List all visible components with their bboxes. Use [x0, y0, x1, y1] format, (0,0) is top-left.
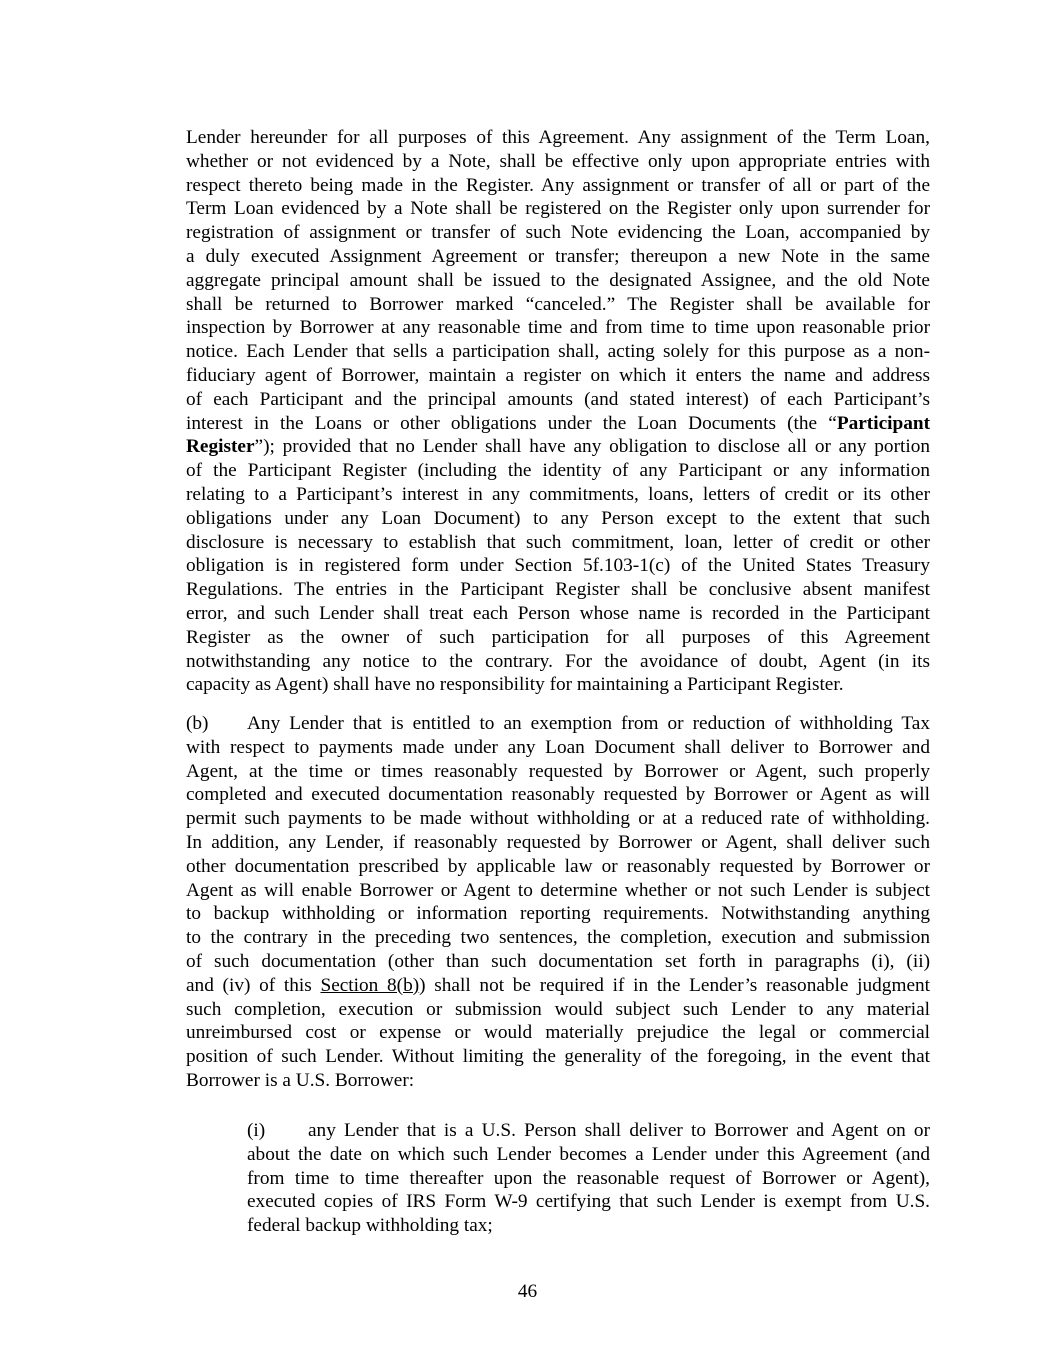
- text-line: to the contrary in the preceding two sentences, the completion, execution and submission: [186, 927, 930, 949]
- text-line: of each Participant and the principal amounts (and stated interest) of each Participant’s: [186, 388, 930, 410]
- text-line: notwithstanding any notice to the contrary. For the avoidance of doubt, Agent (in its: [186, 650, 930, 672]
- paragraph-i-us-person: [247, 1119, 930, 1238]
- text-line: Agent as will enable Borrower or Agent to determine whether or not such Lender is subject: [186, 879, 930, 901]
- text-line: about the date on which such Lender becomes a Lender under this Agreement (and: [247, 1143, 930, 1165]
- text-line: such completion, execution or submission would subject such Lender to any material: [186, 998, 930, 1020]
- text-line: unreimbursed cost or expense or would materially prejudice the legal or commercial: [186, 1022, 930, 1044]
- text-line: federal backup withholding tax;: [247, 1215, 493, 1237]
- text-line: to backup withholding or information reporting requirements. Notwithstanding anything: [186, 903, 930, 925]
- text-line: In addition, any Lender, if reasonably requested by Borrower or Agent, shall deliver such: [186, 831, 930, 853]
- text-line: a duly executed Assignment Agreement or transfer; thereupon a new Note in the same: [186, 245, 930, 267]
- text-line: Lender hereunder for all purposes of this Agreement. Any assignment of the Term Loan,: [186, 127, 930, 148]
- text-line: of such documentation (other than such documentation set forth in paragraphs (i), (ii): [186, 950, 930, 972]
- paragraph-label: (i): [247, 1120, 266, 1141]
- text-line: Borrower is a U.S. Borrower:: [186, 1069, 415, 1091]
- text-line: inspection by Borrower at any reasonable time and from time to time upon reasonable prior: [186, 317, 930, 339]
- text-segment: interest in the Loans or other obligations under the Loan Documents (the “: [186, 412, 837, 434]
- text-line: from time to time thereafter upon the reasonable request of Borrower or Agent),: [247, 1167, 930, 1189]
- paragraph-label: (b): [186, 713, 209, 734]
- text-line: relating to a Participant’s interest in any commitments, loans, letters of credit or its other: [186, 483, 930, 505]
- text-line: Register as the owner of such participation for all purposes of this Agreement: [186, 626, 930, 648]
- text-line: position of such Lender. Without limiting the generality of the foregoing, in the event that: [186, 1046, 930, 1068]
- text-line: of the Participant Register (including the identity of any Participant or any information: [186, 460, 930, 482]
- text-line: capacity as Agent) shall have no responsibility for maintaining a Participant Register.: [186, 674, 844, 696]
- text-line: Regulations. The entries in the Participant Register shall be conclusive absent manifest: [186, 579, 930, 601]
- text-line: [186, 435, 930, 459]
- text-line: obligations under any Loan Document) to any Person except to the extent that such: [186, 507, 930, 529]
- text-line: (b) Any Lender that is entitled to an exemption from or reduction of withholding Tax: [186, 713, 930, 734]
- paragraph-register: [186, 126, 930, 697]
- text-line: Term Loan evidenced by a Note shall be registered on the Register only upon surrender for: [186, 198, 930, 220]
- text-line: with respect to payments made under any Loan Document shall deliver to Borrower and: [186, 736, 930, 758]
- text-line: [186, 412, 930, 436]
- text-line: error, and such Lender shall treat each Person whose name is recorded in the Participant: [186, 602, 930, 624]
- text-line: executed copies of IRS Form W-9 certifying that such Lender is exempt from U.S.: [247, 1191, 930, 1213]
- text-line: shall be returned to Borrower marked “canceled.” The Register shall be available for: [186, 293, 930, 315]
- text-segment: and (iv) of this: [186, 974, 321, 996]
- text-line: completed and executed documentation reasonably requested by Borrower or Agent as will: [186, 784, 930, 806]
- text-line: Agent, at the time or times reasonably requested by Borrower or Agent, such properly: [186, 760, 930, 782]
- text-line: (i) any Lender that is a U.S. Person shall deliver to Borrower and Agent on or: [247, 1120, 930, 1141]
- text-line: fiduciary agent of Borrower, maintain a register on which it enters the name and address: [186, 364, 930, 386]
- text-line: other documentation prescribed by applicable law or reasonably requested by Borrower or: [186, 855, 930, 877]
- text-line: permit such payments to be made without withholding or at a reduced rate of withholding.: [186, 808, 930, 830]
- defined-term: Participant: [836, 412, 930, 434]
- text-line: notice. Each Lender that sells a participation shall, acting solely for this purpose as a non-: [186, 341, 930, 363]
- text-segment: ) shall not be required if in the Lender’s reasonable judgment: [419, 974, 930, 996]
- text-line: disclosure is necessary to establish that such commitment, loan, letter of credit or other: [186, 531, 930, 553]
- defined-term: Register: [186, 436, 255, 458]
- text-line: whether or not evidenced by a Note, shall be effective only upon appropriate entries with: [186, 150, 930, 172]
- text-line: obligation is in registered form under Section 5f.103-1(c) of the United States Treasury: [186, 555, 930, 577]
- page-number: 46: [517, 1281, 538, 1302]
- text-segment: ”); provided that no Lender shall have any obligation to disclose all or any portion: [254, 436, 930, 458]
- text-line: aggregate principal amount shall be issued to the designated Assignee, and the old Note: [186, 269, 930, 291]
- section-reference: Section 8(b): [320, 974, 420, 996]
- text-line: [186, 974, 930, 998]
- text-line: registration of assignment or transfer of such Note evidencing the Loan, accompanied by: [186, 222, 930, 244]
- paragraph-b-withholding: [186, 712, 930, 1093]
- text-line: respect thereto being made in the Register. Any assignment or transfer of all or part of the: [186, 174, 930, 196]
